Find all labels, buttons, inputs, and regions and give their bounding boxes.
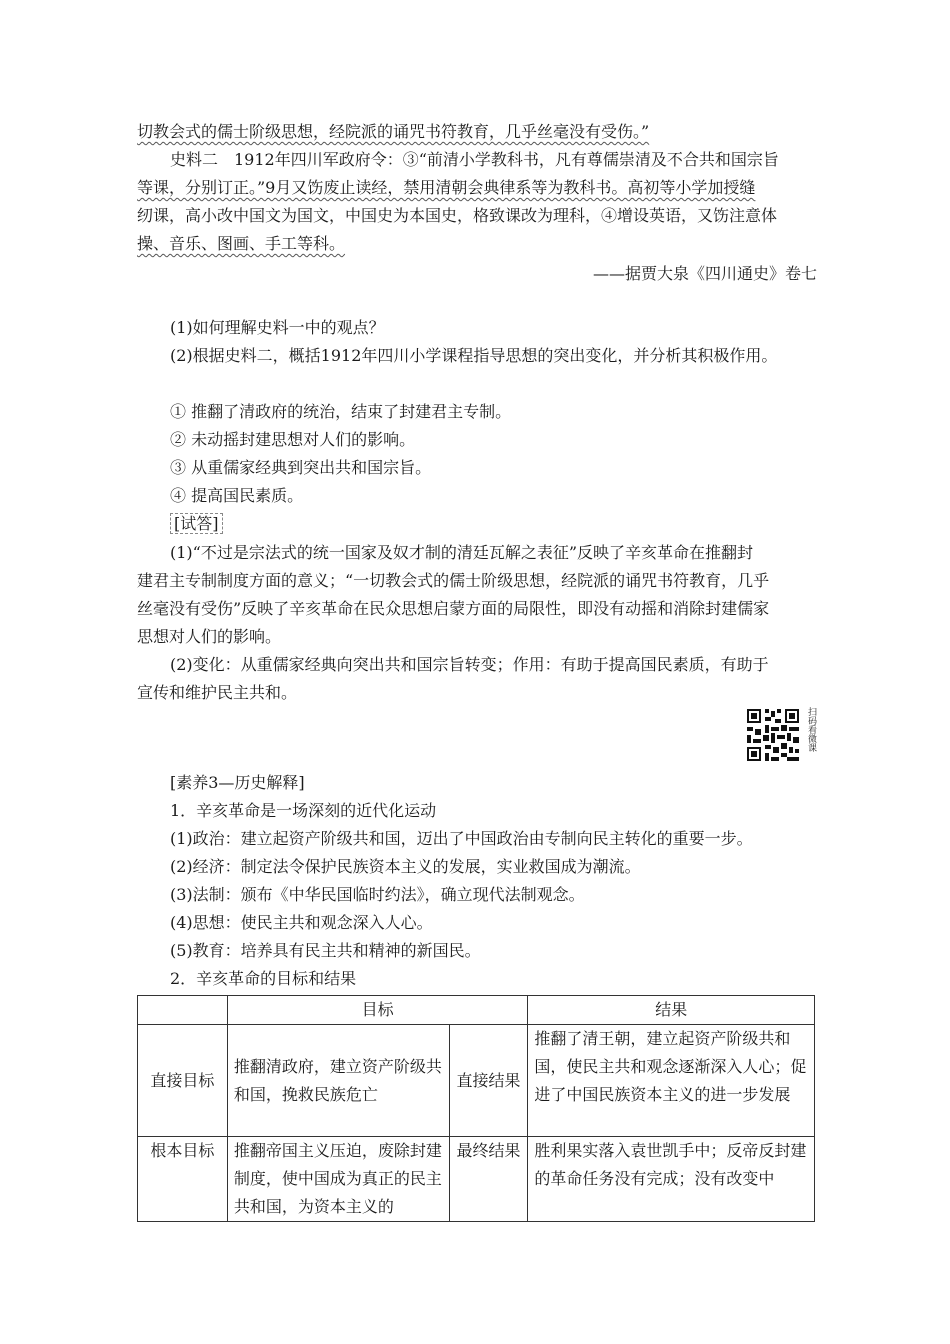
answer-tag — [170, 514, 850, 534]
table-header-result: 结果 — [528, 996, 815, 1025]
table-row — [138, 1025, 815, 1137]
table-cell: 推翻了清王朝，建立起资产阶级共和国，使民主共和观念逐渐深入人心；促进了中国民族资本主义的进一步发展 — [528, 1025, 815, 1137]
qr-code-icon[interactable] — [745, 707, 801, 763]
note-2: ② 未动摇封建思想对人们的影响。 — [170, 430, 416, 449]
note-3: ③ 从重儒家经典到突出共和国宗旨。 — [170, 458, 432, 477]
answer-1-line: 思想对人们的影响。 — [137, 627, 282, 646]
answer-1-line: (1)“不过是宗法式的统一国家及奴才制的清廷瓦解之表征”反映了辛亥革命在推翻封 — [170, 543, 754, 562]
material-two-line: 史料二 1912年四川军政府令：③“前清小学教科书，凡有尊儒崇清及不合共和国宗旨 — [170, 150, 779, 169]
answer-tag-label: [试答] — [170, 513, 223, 534]
point-thought: (4)思想：使民主共和观念深入人心。 — [170, 913, 433, 932]
point-education: (5)教育：培养具有民主共和精神的新国民。 — [170, 941, 481, 960]
note-4: ④ 提高国民素质。 — [170, 486, 304, 505]
note-1: ① 推翻了清政府的统治，结束了封建君主专制。 — [170, 402, 512, 421]
table-cell — [138, 996, 228, 1025]
material-one-tail: 切教会式的儒士阶级思想，经院派的诵咒书符教育，几乎丝毫没有受伤。” — [137, 122, 650, 141]
table-row-label: 最终结果 — [449, 1137, 528, 1222]
point-law: (3)法制：颁布《中华民国临时约法》，确立现代法制观念。 — [170, 885, 585, 904]
material-two-line: 操、音乐、图画、手工等科。 — [137, 234, 346, 253]
table-row-label: 直接结果 — [449, 1025, 528, 1137]
point-politics: (1)政治：建立起资产阶级共和国，迈出了中国政治由专制向民主转化的重要一步。 — [170, 829, 753, 848]
material-two-line: 纫课，高小改中国文为国文，中国史为本国史，格致课改为理科，④增设英语，又饬注意体 — [137, 206, 778, 225]
section-title: [素养3—历史解释] — [170, 773, 305, 792]
material-two-line: 等课，分别订正。”9月又饬废止读经，禁用清朝会典律系等为教科书。高初等小学加授缝 — [137, 178, 756, 197]
table-cell: 推翻帝国主义压迫，废除封建制度，使中国成为真正的民主共和国，为资本主义的 — [227, 1137, 449, 1222]
source-citation: ——据贾大泉《四川通史》卷七 — [592, 264, 817, 283]
answer-2-line: 宣传和维护民主共和。 — [137, 683, 298, 702]
table-cell: 推翻清政府，建立资产阶级共和国，挽救民族危亡 — [227, 1025, 449, 1137]
table-header-goal: 目标 — [227, 996, 528, 1025]
question-1: (1)如何理解史料一中的观点？ — [170, 318, 385, 337]
table-cell: 胜利果实落入袁世凯手中；反帝反封建的革命任务没有完成；没有改变中 — [528, 1137, 815, 1222]
answer-2-line: (2)变化：从重儒家经典向突出共和国宗旨转变；作用：有助于提高国民素质，有助于 — [170, 655, 769, 674]
answer-1-line: 丝毫没有受伤”反映了辛亥革命在民众思想启蒙方面的局限性，即没有动摇和消除封建儒家 — [137, 599, 770, 618]
answer-1-line: 建君主专制制度方面的意义；“一切教会式的儒士阶级思想，经院派的诵咒书符教育，几乎 — [137, 571, 770, 590]
point-economy: (2)经济：制定法令保护民族资本主义的发展，实业救国成为潮流。 — [170, 857, 641, 876]
qr-caption: 扫码看微课 — [806, 707, 816, 752]
table-row-label: 直接目标 — [138, 1025, 228, 1137]
table-row — [138, 1137, 815, 1222]
table-row-label: 根本目标 — [138, 1137, 228, 1222]
heading-2: 2．辛亥革命的目标和结果 — [170, 969, 357, 988]
heading-1: 1．辛亥革命是一场深刻的近代化运动 — [170, 801, 437, 820]
goals-results-table — [137, 995, 815, 1222]
question-2: (2)根据史料二，概括1912年四川小学课程指导思想的突出变化，并分析其积极作用。 — [170, 346, 778, 365]
table-row — [138, 996, 815, 1025]
